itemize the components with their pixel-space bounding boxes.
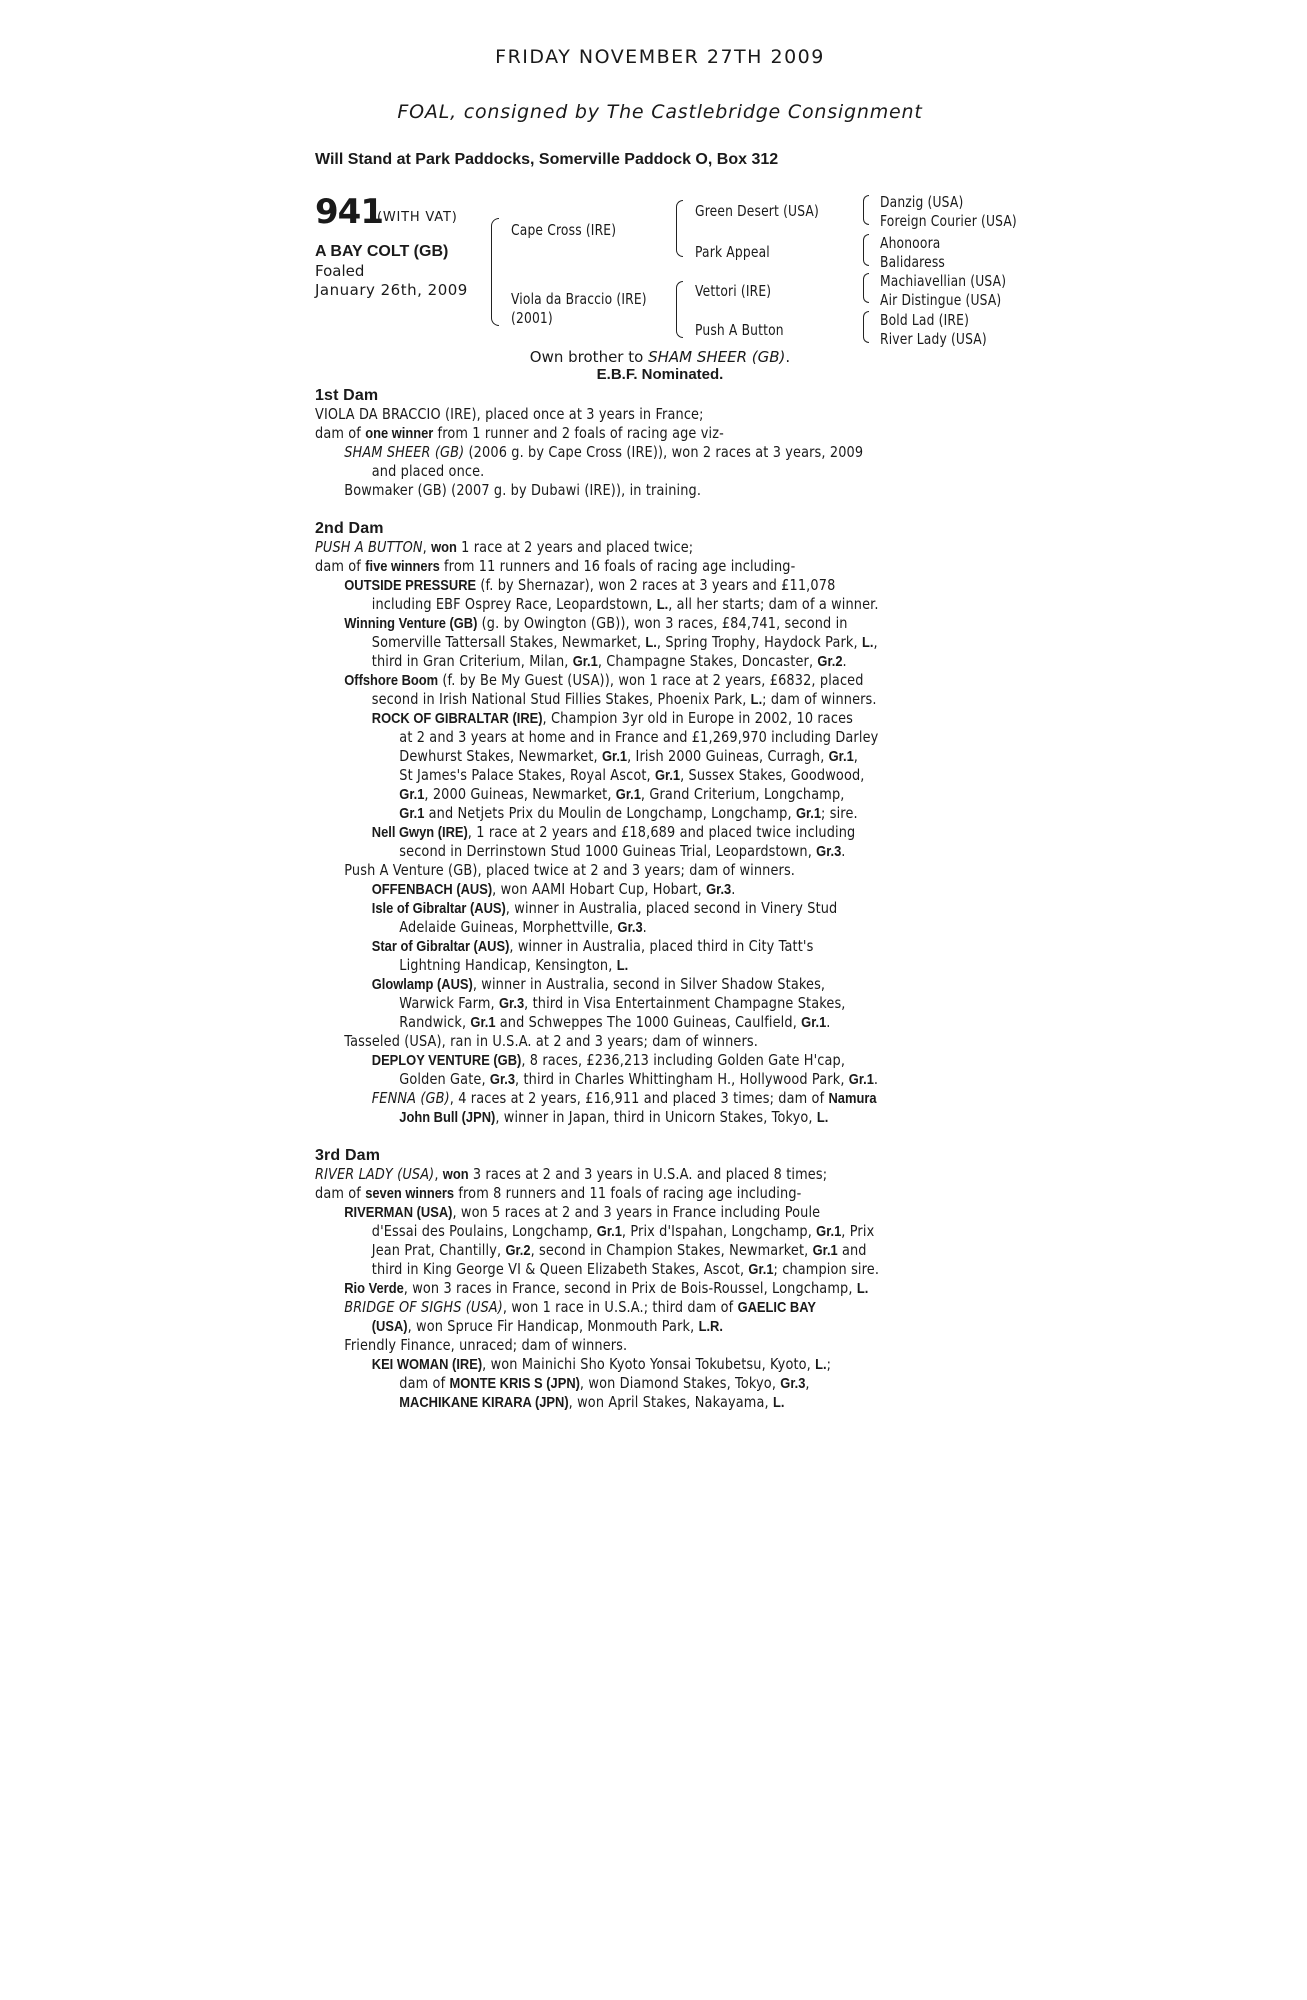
body-line: including EBF Osprey Race, Leopardstown, L., all her starts; dam of a winner. [371, 595, 879, 613]
body-line: Randwick, Gr.1 and Schweppes The 1000 Guineas, Caulfield, Gr.1. [399, 1013, 831, 1031]
pedigree-brace-dam [676, 281, 683, 338]
pedigree-sire-dam: Park Appeal [695, 243, 770, 261]
pedigree-sire: Cape Cross (IRE) [511, 221, 617, 239]
foaled-label: Foaled [315, 262, 365, 280]
pedigree-brace-gg4 [863, 311, 869, 343]
foaled-date: January 26th, 2009 [315, 281, 468, 299]
catalogue-body [315, 386, 1005, 1412]
pedigree-brace-gg1 [863, 195, 869, 225]
body-line: (USA), won Spruce Fir Handicap, Monmouth Park, L.R. [371, 1317, 723, 1335]
body-line: third in Gran Criterium, Milan, Gr.1, Champagne Stakes, Doncaster, Gr.2. [371, 652, 847, 670]
body-line: KEI WOMAN (IRE), won Mainichi Sho Kyoto Yonsai Tokubetsu, Kyoto, L.; [371, 1355, 832, 1373]
stand-location: Will Stand at Park Paddocks, Somerville Paddock O, Box 312 [315, 151, 779, 168]
body-line: and placed once. [371, 462, 485, 480]
body-line: ROCK OF GIBRALTAR (IRE), Champion 3yr old in Europe in 2002, 10 races [371, 709, 853, 727]
pedigree-gg1: Danzig (USA) [880, 193, 964, 211]
sale-date: FRIDAY NOVEMBER 27TH 2009 [495, 46, 825, 68]
pedigree-gg2: Foreign Courier (USA) [880, 212, 1017, 230]
body-line: John Bull (JPN), winner in Japan, third in Unicorn Stakes, Tokyo, L. [399, 1108, 829, 1126]
pedigree-dam-sire: Vettori (IRE) [695, 282, 772, 300]
body-line: OUTSIDE PRESSURE (f. by Shernazar), won 2 races at 3 years and £11,078 [344, 576, 836, 594]
pedigree-gg6: Air Distingue (USA) [880, 291, 1002, 309]
body-line: Jean Prat, Chantilly, Gr.2, second in Champion Stakes, Newmarket, Gr.1 and [371, 1241, 867, 1259]
body-line: RIVER LADY (USA), won 3 races at 2 and 3 years in U.S.A. and placed 8 times; [315, 1165, 828, 1183]
pedigree-brace-sire [676, 200, 683, 257]
body-line: second in Irish National Stud Fillies Stakes, Phoenix Park, L.; dam of winners. [371, 690, 877, 708]
body-line: d'Essai des Poulains, Longchamp, Gr.1, Prix d'Ispahan, Longchamp, Gr.1, Prix [371, 1222, 875, 1240]
body-line: Friendly Finance, unraced; dam of winners. [344, 1336, 628, 1354]
body-line: Tasseled (USA), ran in U.S.A. at 2 and 3 years; dam of winners. [344, 1032, 758, 1050]
body-line: OFFENBACH (AUS), won AAMI Hobart Cup, Hobart, Gr.3. [371, 880, 736, 898]
body-line: VIOLA DA BRACCIO (IRE), placed once at 3 years in France; [315, 405, 704, 423]
body-line: dam of five winners from 11 runners and 16 foals of racing age including- [315, 557, 796, 575]
body-line: dam of MONTE KRIS S (JPN), won Diamond Stakes, Tokyo, Gr.3, [399, 1374, 810, 1392]
body-line: Offshore Boom (f. by Be My Guest (USA)), won 1 race at 2 years, £6832, placed [344, 671, 864, 689]
body-line: FENNA (GB), 4 races at 2 years, £16,911 and placed 3 times; dam of Namura [371, 1089, 877, 1107]
section-heading: 2nd Dam [315, 520, 384, 537]
body-line: Gr.1, 2000 Guineas, Newmarket, Gr.1, Grand Criterium, Longchamp, [399, 785, 845, 803]
body-line: third in King George VI & Queen Elizabeth Stakes, Ascot, Gr.1; champion sire. [371, 1260, 880, 1278]
body-line: Somerville Tattersall Stakes, Newmarket, L., Spring Trophy, Haydock Park, L., [371, 633, 878, 651]
body-line: Glowlamp (AUS), winner in Australia, second in Silver Shadow Stakes, [371, 975, 826, 993]
body-line: dam of seven winners from 8 runners and 11 foals of racing age including- [315, 1184, 802, 1202]
pedigree-dam-dam: Push A Button [695, 321, 784, 339]
body-line: RIVERMAN (USA), won 5 races at 2 and 3 years in France including Poule [344, 1203, 821, 1221]
ebf-nominated: E.B.F. Nominated. [596, 366, 724, 383]
own-brother-suffix: . [785, 348, 791, 366]
body-line: BRIDGE OF SIGHS (USA), won 1 race in U.S.A.; third dam of GAELIC BAY [344, 1298, 816, 1316]
body-line: Rio Verde, won 3 races in France, second in Prix de Bois-Roussel, Longchamp, L. [344, 1279, 869, 1297]
section-heading: 3rd Dam [315, 1147, 381, 1164]
own-brother-note [315, 348, 1005, 366]
section-heading: 1st Dam [315, 387, 379, 404]
pedigree-dam-year: (2001) [511, 309, 553, 327]
body-line: St James's Palace Stakes, Royal Ascot, Gr.1, Sussex Stakes, Goodwood, [399, 766, 865, 784]
body-line: at 2 and 3 years at home and in France and £1,269,970 including Darley [399, 728, 879, 746]
body-line: Winning Venture (GB) (g. by Owington (GB)), won 3 races, £84,741, second in [344, 614, 848, 632]
pedigree-sire-sire: Green Desert (USA) [695, 202, 819, 220]
body-line: Adelaide Guineas, Morphettville, Gr.3. [399, 918, 647, 936]
body-line: dam of one winner from 1 runner and 2 foals of racing age viz- [315, 424, 724, 442]
lot-number: 941 [315, 192, 383, 232]
pedigree-gg5: Machiavellian (USA) [880, 272, 1007, 290]
vat-label: (WITH VAT) [377, 210, 458, 225]
own-brother-prefix: Own brother to [529, 348, 649, 366]
pedigree-gg8: River Lady (USA) [880, 330, 987, 348]
body-line: Nell Gwyn (IRE), 1 race at 2 years and £18,689 and placed twice including [371, 823, 856, 841]
pedigree-brace-gg2 [863, 234, 869, 266]
body-line: MACHIKANE KIRARA (JPN), won April Stakes, Nakayama, L. [399, 1393, 785, 1411]
body-line: PUSH A BUTTON, won 1 race at 2 years and placed twice; [315, 538, 694, 556]
own-brother-name: SHAM SHEER (GB) [648, 348, 786, 366]
pedigree-brace-main [491, 218, 499, 326]
pedigree-dam: Viola da Braccio (IRE) [511, 290, 647, 308]
consignor-line: FOAL, consigned by The Castlebridge Consignment [397, 101, 923, 123]
body-line: Lightning Handicap, Kensington, L. [399, 956, 629, 974]
body-line: Push A Venture (GB), placed twice at 2 and 3 years; dam of winners. [344, 861, 796, 879]
body-line: Dewhurst Stakes, Newmarket, Gr.1, Irish 2000 Guineas, Curragh, Gr.1, [399, 747, 858, 765]
body-line: Star of Gibraltar (AUS), winner in Australia, placed third in City Tatt's [371, 937, 814, 955]
body-line: Bowmaker (GB) (2007 g. by Dubawi (IRE)), in training. [344, 481, 702, 499]
pedigree-gg4: Balidaress [880, 253, 945, 271]
body-line: Gr.1 and Netjets Prix du Moulin de Longchamp, Longchamp, Gr.1; sire. [399, 804, 858, 822]
pedigree-gg7: Bold Lad (IRE) [880, 311, 970, 329]
body-line: second in Derrinstown Stud 1000 Guineas Trial, Leopardstown, Gr.3. [399, 842, 846, 860]
pedigree-brace-gg3 [863, 273, 869, 303]
body-line: Warwick Farm, Gr.3, third in Visa Entertainment Champagne Stakes, [399, 994, 846, 1012]
pedigree-gg3: Ahonoora [880, 234, 941, 252]
lot-description: A BAY COLT (GB) [315, 243, 449, 260]
body-line: DEPLOY VENTURE (GB), 8 races, £236,213 including Golden Gate H'cap, [371, 1051, 846, 1069]
body-line: Isle of Gibraltar (AUS), winner in Australia, placed second in Vinery Stud [371, 899, 838, 917]
body-line: SHAM SHEER (GB) (2006 g. by Cape Cross (IRE)), won 2 races at 3 years, 2009 [344, 443, 864, 461]
body-line: Golden Gate, Gr.3, third in Charles Whittingham H., Hollywood Park, Gr.1. [399, 1070, 879, 1088]
